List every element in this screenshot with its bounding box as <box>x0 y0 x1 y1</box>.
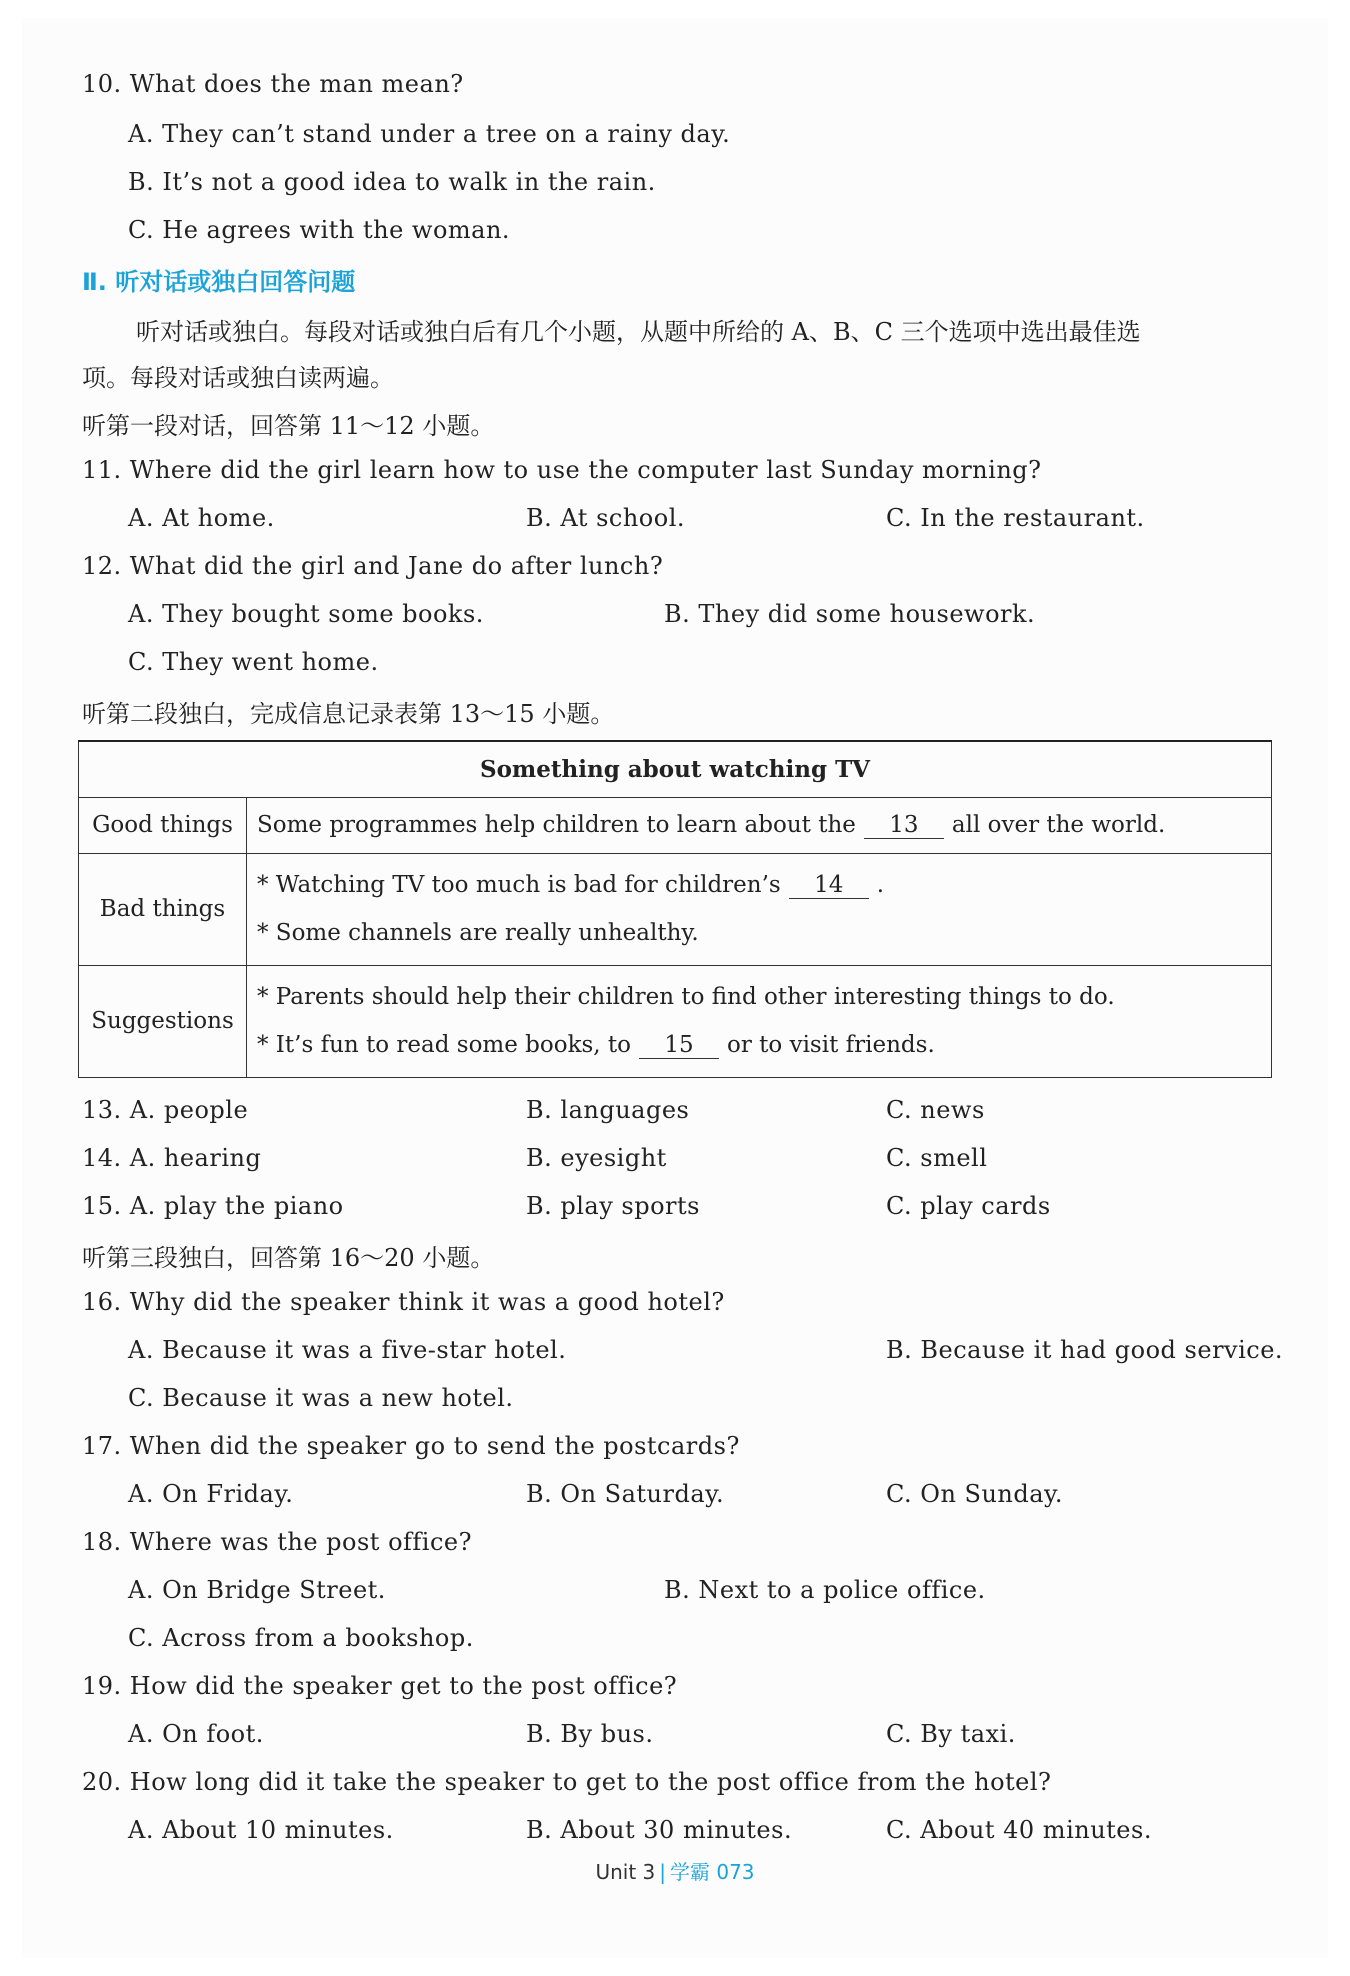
question-11-option-a: A. At home. <box>128 504 275 532</box>
page-footer <box>0 1856 1350 1885</box>
good-things-text: Some programmes help children to learn about the <box>257 811 856 838</box>
question-12-option-a: A. They bought some books. <box>128 600 484 628</box>
question-16-option-a: A. Because it was a five-star hotel. <box>128 1336 567 1364</box>
question-11-stem: 11. Where did the girl learn how to use the computer last Sunday morning? <box>82 456 1042 484</box>
question-12-option-c: C. They went home. <box>128 648 379 676</box>
part-3-instruction: 听第三段独白，回答第 16～20 小题。 <box>82 1244 495 1272</box>
part-1-instruction: 听第一段对话，回答第 11～12 小题。 <box>82 412 495 440</box>
blank-14: 14 <box>789 872 869 899</box>
table-title: Something about watching TV <box>79 741 1272 797</box>
question-15-option-b: B. play sports <box>526 1192 700 1220</box>
question-20-option-a: A. About 10 minutes. <box>128 1816 394 1844</box>
question-11-option-c: C. In the restaurant. <box>886 504 1145 532</box>
section-2-instruction-line1: 听对话或独白。每段对话或独白后有几个小题，从题中所给的 A、B、C 三个选项中选出最佳选 <box>136 318 1141 346</box>
good-things-content <box>247 797 1272 853</box>
question-13-option-a: 13. A. people <box>82 1096 249 1124</box>
question-18-stem: 18. Where was the post office? <box>82 1528 472 1556</box>
bad-things-content <box>247 853 1272 965</box>
question-19-option-c: C. By taxi. <box>886 1720 1016 1748</box>
footer-unit: Unit 3 <box>595 1860 656 1884</box>
footer-page-number: 073 <box>716 1860 755 1884</box>
blank-13: 13 <box>864 812 944 839</box>
question-10-stem: 10. What does the man mean? <box>82 70 464 98</box>
question-11-option-b: B. At school. <box>526 504 685 532</box>
question-17-option-a: A. On Friday. <box>128 1480 294 1508</box>
question-12-option-b: B. They did some housework. <box>664 600 1036 628</box>
section-2-title: Ⅱ. 听对话或独白回答问题 <box>82 268 356 296</box>
suggestions-line2: * It’s fun to read some books, to <box>257 1032 632 1058</box>
bad-things-line1-end: . <box>876 872 885 898</box>
question-20-option-b: B. About 30 minutes. <box>526 1816 793 1844</box>
question-10-option-a: A. They can’t stand under a tree on a rainy day. <box>128 120 731 148</box>
question-14-option-b: B. eyesight <box>526 1144 667 1172</box>
question-20-stem: 20. How long did it take the speaker to get to the post office from the hotel? <box>82 1768 1052 1796</box>
blank-15: 15 <box>639 1032 719 1059</box>
question-17-option-c: C. On Sunday. <box>886 1480 1064 1508</box>
suggestions-label: Suggestions <box>79 965 247 1077</box>
question-14-option-c: C. smell <box>886 1144 988 1172</box>
question-17-option-b: B. On Saturday. <box>526 1480 725 1508</box>
question-14-option-a: 14. A. hearing <box>82 1144 262 1172</box>
question-20-option-c: C. About 40 minutes. <box>886 1816 1152 1844</box>
question-17-stem: 17. When did the speaker go to send the postcards? <box>82 1432 740 1460</box>
question-15-option-a: 15. A. play the piano <box>82 1192 344 1220</box>
question-16-option-c: C. Because it was a new hotel. <box>128 1384 514 1412</box>
bad-things-line2: * Some channels are really unhealthy. <box>257 920 699 946</box>
footer-brand: 学霸 <box>670 1860 710 1884</box>
question-16-option-b: B. Because it had good service. <box>886 1336 1284 1364</box>
bad-things-line1: * Watching TV too much is bad for children’s <box>257 872 781 898</box>
question-15-option-c: C. play cards <box>886 1192 1051 1220</box>
part-2-instruction: 听第二段独白，完成信息记录表第 13～15 小题。 <box>82 700 615 728</box>
question-13-option-b: B. languages <box>526 1096 690 1124</box>
question-19-option-a: A. On foot. <box>128 1720 264 1748</box>
question-19-stem: 19. How did the speaker get to the post office? <box>82 1672 678 1700</box>
suggestions-line1: * Parents should help their children to find other interesting things to do. <box>257 984 1115 1010</box>
suggestions-content <box>247 965 1272 1077</box>
question-19-option-b: B. By bus. <box>526 1720 654 1748</box>
suggestions-line2-end: or to visit friends. <box>727 1032 935 1058</box>
question-18-option-b: B. Next to a police office. <box>664 1576 986 1604</box>
question-16-stem: 16. Why did the speaker think it was a good hotel? <box>82 1288 725 1316</box>
question-18-option-a: A. On Bridge Street. <box>128 1576 386 1604</box>
info-record-table <box>78 740 1272 1078</box>
question-12-stem: 12. What did the girl and Jane do after lunch? <box>82 552 664 580</box>
question-13-option-c: C. news <box>886 1096 985 1124</box>
footer-separator: | <box>659 1860 666 1884</box>
question-10-option-b: B. It’s not a good idea to walk in the rain. <box>128 168 656 196</box>
section-2-instruction-line2: 项。每段对话或独白读两遍。 <box>82 364 394 392</box>
good-things-text-end: all over the world. <box>951 811 1166 838</box>
good-things-label: Good things <box>79 797 247 853</box>
question-18-option-c: C. Across from a bookshop. <box>128 1624 474 1652</box>
question-10-option-c: C. He agrees with the woman. <box>128 216 511 244</box>
bad-things-label: Bad things <box>79 853 247 965</box>
